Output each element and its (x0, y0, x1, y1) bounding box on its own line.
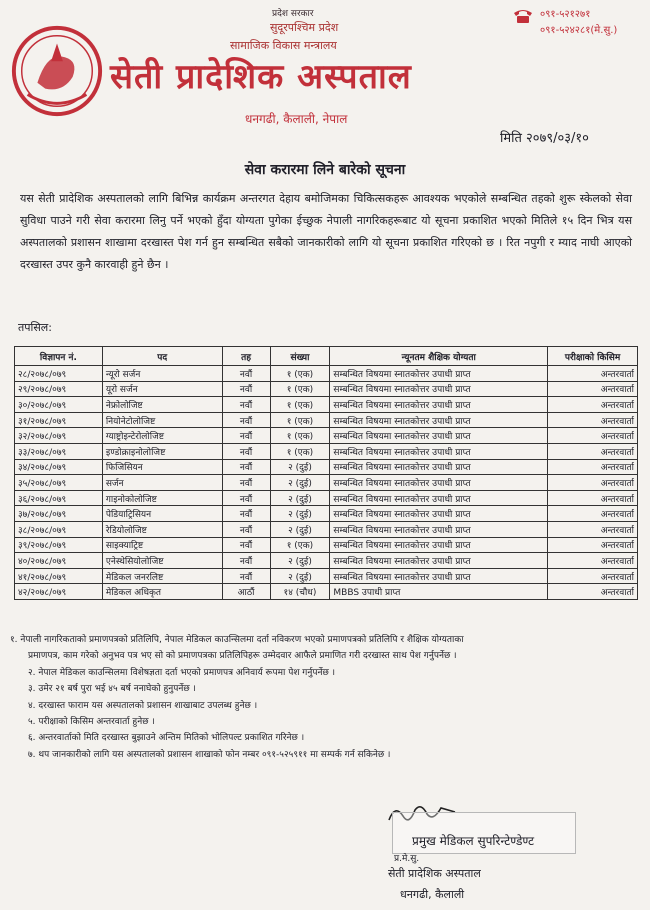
cell-qualification: सम्बन्धित विषयमा स्नातकोत्तर उपाधी प्राप्त (330, 506, 548, 522)
phone-number-1: ०९१-५२१२७१ (540, 9, 591, 20)
cell-post: इण्डोक्राइनोलोजिष्ट (102, 443, 222, 459)
table-row (15, 521, 638, 537)
cell-ad-no: ३९/२०७८/०७९ (15, 537, 103, 553)
hospital-name: सेती प्रादेशिक अस्पताल (110, 57, 412, 97)
note-7: ७. थप जानकारीको लागि यस अस्पतालको प्रशासन शाखाको फोन नम्बर ०९१-५२५९११ मा सम्पर्क गर्न सकिनेछ । (28, 749, 391, 760)
cell-exam-type: अन्तरवार्ता (548, 506, 638, 522)
table-row (15, 475, 638, 491)
cell-level: नवौं (222, 443, 270, 459)
cell-qualification: सम्बन्धित विषयमा स्नातकोत्तर उपाधी प्राप्त (330, 553, 548, 569)
cell-post: रेडियोलोजिष्ट (102, 521, 222, 537)
cell-exam-type: अन्तरवार्ता (548, 584, 638, 600)
table-row (15, 553, 638, 569)
cell-count: २ (दुई) (270, 459, 330, 475)
table-row (15, 397, 638, 413)
cell-exam-type: अन्तरवार्ता (548, 490, 638, 506)
cell-level: नवौं (222, 490, 270, 506)
cell-level: नवौं (222, 568, 270, 584)
col-header-ad-no: विज्ञापन नं. (15, 347, 103, 366)
cell-ad-no: २९/२०७८/०७९ (15, 381, 103, 397)
cell-qualification: सम्बन्धित विषयमा स्नातकोत्तर उपाधी प्राप्त (330, 459, 548, 475)
cell-ad-no: ४०/२०७८/०७९ (15, 553, 103, 569)
cell-post: पेडियाट्रिसियन (102, 506, 222, 522)
cell-count: १ (एक) (270, 428, 330, 444)
ministry-label: सामाजिक विकास मन्त्रालय (230, 39, 337, 52)
cell-qualification: सम्बन्धित विषयमा स्नातकोत्तर उपाधी प्राप्त (330, 521, 548, 537)
cell-post: एनेस्थेसियोलोजिष्ट (102, 553, 222, 569)
note-5: ५. परीक्षाको किसिम अन्तरवार्ता हुनेछ । (28, 717, 155, 728)
cell-qualification: सम्बन्धित विषयमा स्नातकोत्तर उपाधी प्राप्त (330, 366, 548, 382)
cell-ad-no: ३१/२०७८/०७९ (15, 412, 103, 428)
note-1-continued: प्रमाणपत्र, काम गरेको अनुभव पत्र भए सो को प्रमाणपत्रका प्रतिलिपिहरू उम्मेदवार आफैले प्रमाणित गरी दरखास्त साथ पेश गर्नुपर्नेछ । (28, 651, 457, 662)
vacancy-table (14, 346, 638, 600)
table-row (15, 490, 638, 506)
col-header-exam-type: परीक्षाको किसिम (548, 347, 638, 366)
cell-qualification: सम्बन्धित विषयमा स्नातकोत्तर उपाधी प्राप्त (330, 428, 548, 444)
signatory-place: धनगढी, कैलाली (400, 888, 465, 901)
cell-count: २ (दुई) (270, 490, 330, 506)
cell-count: १ (एक) (270, 443, 330, 459)
cell-exam-type: अन्तरवार्ता (548, 521, 638, 537)
signatory-hospital: सेती प्रादेशिक अस्पताल (388, 867, 481, 880)
cell-level: आठौं (222, 584, 270, 600)
cell-post: साइक्याट्रिष्ट (102, 537, 222, 553)
table-row (15, 537, 638, 553)
cell-count: १ (एक) (270, 412, 330, 428)
table-row (15, 568, 638, 584)
cell-count: २ (दुई) (270, 553, 330, 569)
cell-qualification: सम्बन्धित विषयमा स्नातकोत्तर उपाधी प्राप्त (330, 475, 548, 491)
notice-body: यस सेती प्रादेशिक अस्पतालको लागि बिभिन्न कार्यक्रम अन्तरगत देहाय बमोजिमका चिकित्सकहरू आवश्यक भएकोले सम्बन्धित तहको शुरू स्केलको सेवा सुविधा पाउने गरी सेवा करारमा लिनु पर्ने भएको हुँदा योग्यता पुगेका ईच्छुक नेपाली नागरिकहरूबाट यो सूचना प्रकाशित भएको मितिले १५ दिन भित्र यस अस्पतालको प्रशासन शाखामा दरखास्त पेश गर्न हुन सम्बन्धित सबैको जानकारीको लागि यो सूचना प्रकाशित गरिएको छ । रित नपुगी र म्याद नाघी आएको दरखास्त उपर कुनै कारवाही हुने छैन । (20, 192, 632, 271)
table-row (15, 381, 638, 397)
cell-ad-no: ४२/२०७८/०७९ (15, 584, 103, 600)
details-label: तपसिल: (18, 321, 52, 334)
cell-level: नवौं (222, 521, 270, 537)
cell-ad-no: ३७/२०७८/०७९ (15, 506, 103, 522)
table-row (15, 366, 638, 382)
col-header-qualification: न्यूनतम शैक्षिक योग्यता (330, 347, 548, 366)
cell-post: मेडिकल जनरलिष्ट (102, 568, 222, 584)
cell-qualification: सम्बन्धित विषयमा स्नातकोत्तर उपाधी प्राप्त (330, 490, 548, 506)
cell-count: १४ (चौध) (270, 584, 330, 600)
cell-post: नेफ्रोलोजिष्ट (102, 397, 222, 413)
cell-exam-type: अन्तरवार्ता (548, 428, 638, 444)
cell-level: नवौं (222, 459, 270, 475)
cell-ad-no: ३३/२०७८/०७९ (15, 443, 103, 459)
cell-ad-no: ३०/२०७८/०७९ (15, 397, 103, 413)
cell-count: २ (दुई) (270, 475, 330, 491)
cell-ad-no: ३५/२०७८/०७९ (15, 475, 103, 491)
cell-ad-no: २८/२०७८/०७९ (15, 366, 103, 382)
table-row (15, 412, 638, 428)
cell-exam-type: अन्तरवार्ता (548, 412, 638, 428)
cell-level: नवौं (222, 381, 270, 397)
signatory-title: प्रमुख मेडिकल सुपरिन्टेण्डेण्ट (412, 834, 535, 848)
cell-post: नियोनेटोलोजिष्ट (102, 412, 222, 428)
cell-qualification: सम्बन्धित विषयमा स्नातकोत्तर उपाधी प्राप्त (330, 397, 548, 413)
cell-post: यूरो सर्जन (102, 381, 222, 397)
cell-qualification: सम्बन्धित विषयमा स्नातकोत्तर उपाधी प्राप्त (330, 537, 548, 553)
cell-ad-no: ३६/२०७८/०७९ (15, 490, 103, 506)
cell-level: नवौं (222, 428, 270, 444)
govt-label: प्रदेश सरकार (272, 9, 314, 19)
cell-level: नवौं (222, 537, 270, 553)
cell-qualification: सम्बन्धित विषयमा स्नातकोत्तर उपाधी प्राप्त (330, 412, 548, 428)
cell-exam-type: अन्तरवार्ता (548, 381, 638, 397)
cell-qualification: सम्बन्धित विषयमा स्नातकोत्तर उपाधी प्राप्त (330, 443, 548, 459)
cell-ad-no: ३८/२०७८/०७९ (15, 521, 103, 537)
table-row (15, 506, 638, 522)
cell-exam-type: अन्तरवार्ता (548, 459, 638, 475)
cell-post: गाइनोकोलोजिष्ट (102, 490, 222, 506)
cell-exam-type: अन्तरवार्ता (548, 443, 638, 459)
cell-exam-type: अन्तरवार्ता (548, 537, 638, 553)
cell-count: १ (एक) (270, 366, 330, 382)
cell-exam-type: अन्तरवार्ता (548, 475, 638, 491)
cell-qualification: सम्बन्धित विषयमा स्नातकोत्तर उपाधी प्राप्त (330, 381, 548, 397)
cell-level: नवौं (222, 475, 270, 491)
col-header-level: तह (222, 347, 270, 366)
nepal-emblem-logo (8, 22, 106, 120)
cell-qualification: सम्बन्धित विषयमा स्नातकोत्तर उपाधी प्राप्त (330, 568, 548, 584)
cell-level: नवौं (222, 553, 270, 569)
cell-count: १ (एक) (270, 537, 330, 553)
notice-title: सेवा करारमा लिने बारेको सूचना (244, 162, 406, 178)
cell-post: न्यूरो सर्जन (102, 366, 222, 382)
cell-exam-type: अन्तरवार्ता (548, 568, 638, 584)
cell-ad-no: ३२/२०७८/०७९ (15, 428, 103, 444)
table-header-row (15, 347, 638, 366)
notes-list (10, 632, 630, 763)
cell-exam-type: अन्तरवार्ता (548, 553, 638, 569)
telephone-icon (512, 8, 534, 24)
cell-post: ग्याष्ट्रोइन्टेरोलोजिष्ट (102, 428, 222, 444)
cell-count: १ (एक) (270, 397, 330, 413)
notice-date: मिति २०७९/०३/१० (500, 131, 589, 146)
cell-post: मेडिकल अधिकृत (102, 584, 222, 600)
table-row (15, 584, 638, 600)
cell-qualification: MBBS उपाधी प्राप्त (330, 584, 548, 600)
cell-count: २ (दुई) (270, 521, 330, 537)
phone-number-2: ०९१-५२४२८१(मे.सु.) (540, 25, 618, 36)
cell-exam-type: अन्तरवार्ता (548, 366, 638, 382)
table-row (15, 459, 638, 475)
cell-level: नवौं (222, 506, 270, 522)
province-label: सुदूरपश्चिम प्रदेश (270, 21, 339, 34)
table-row (15, 443, 638, 459)
cell-ad-no: ४१/२०७८/०७९ (15, 568, 103, 584)
cell-level: नवौं (222, 412, 270, 428)
note-2: २. नेपाल मेडिकल काउन्सिलमा विशेषज्ञता दर्ता भएको प्रमाणपत्र अनिवार्य रूपमा पेश गर्नुपर्नेछ । (28, 667, 336, 678)
table-row (15, 428, 638, 444)
cell-count: २ (दुई) (270, 506, 330, 522)
note-6: ६. अन्तरवार्ताको मिति दरखास्त बुझाउने अन्तिम मितिको भोलिपल्ट प्रकाशित गरिनेछ । (28, 733, 305, 744)
signatory-abbreviation: प्र.मे.सु. (394, 854, 420, 864)
col-header-count: संख्या (270, 347, 330, 366)
note-4: ४. दरखास्त फाराम यस अस्पतालको प्रशासन शाखाबाट उपलब्ध हुनेछ । (28, 700, 258, 711)
cell-ad-no: ३४/२०७८/०७९ (15, 459, 103, 475)
cell-count: १ (एक) (270, 381, 330, 397)
note-3: ३. उमेर २१ बर्ष पुरा भई ४५ बर्ष ननाघेको हुनुपर्नेछ । (28, 684, 196, 695)
hospital-address: धनगढी, कैलाली, नेपाल (245, 112, 348, 126)
cell-exam-type: अन्तरवार्ता (548, 397, 638, 413)
cell-level: नवौं (222, 366, 270, 382)
cell-level: नवौं (222, 397, 270, 413)
note-1: १. नेपाली नागरिकताको प्रमाणपत्रको प्रतिलिपि, नेपाल मेडिकल काउन्सिलमा दर्ता नविकरण भएको प्रमाणपत्रको प्रतिलिपि र शैक्षिक योग्यताका (10, 635, 464, 645)
col-header-post: पद (102, 347, 222, 366)
cell-count: २ (दुई) (270, 568, 330, 584)
cell-post: फिजिसियन (102, 459, 222, 475)
cell-post: सर्जन (102, 475, 222, 491)
